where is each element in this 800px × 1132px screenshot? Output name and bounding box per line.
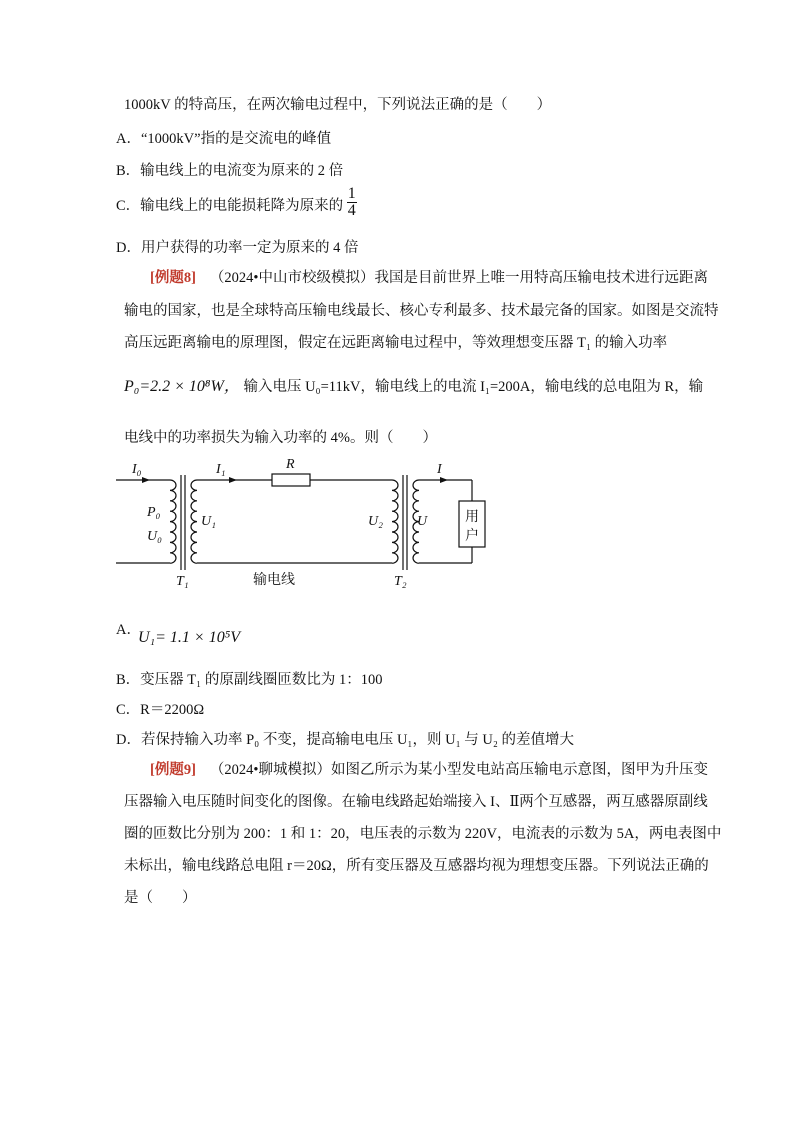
example-8-line-4 [124, 377, 703, 397]
fraction-one-quarter [347, 186, 357, 219]
q8-option-c-text: C．输电线上的电能损耗降为原来的 [116, 197, 344, 214]
label-i: I [437, 462, 442, 477]
example-9-line-1 [150, 760, 708, 780]
user-label-2: 户 [465, 529, 479, 544]
example-8-option-b: B．变压器 T₁ 的原副线圈匝数比为 1：100 [116, 672, 383, 688]
label-u: U [417, 514, 428, 529]
example-9-line-2: 压器输入电压随时间变化的图像。在输电线路起始端接入 I、Ⅱ两个互感器，两互感器原副线 [124, 794, 708, 810]
label-t2: T₂ [394, 574, 407, 589]
q8-option-a: A．“1000kV”指的是交流电的峰值 [116, 131, 332, 147]
example-9-line-3: 圈的匝数比分别为 200：1 和 1：20，电压表的示数为 220V，电流表的示数为 5A，两电表图中 [124, 826, 722, 842]
example-8-option-d: D．若保持输入功率 P₀ 不变，提高输电电压 U₁，则 U₁ 与 U₂ 的差值增大 [116, 732, 575, 748]
label-i0: I₀ [132, 462, 142, 477]
example-8-text-1: （2024•中山市校级模拟）我国是目前世界上唯一用特高压输电技术进行远距离 [209, 270, 708, 286]
q8-option-d: D．用户获得的功率一定为原来的 4 倍 [116, 240, 359, 256]
example-8-line-3: 高压远距离输电的原理图，假定在远距离输电过程中，等效理想变压器 T₁ 的输入功率 [124, 335, 668, 351]
user-label-1: 用 [465, 510, 479, 525]
label-transmission-line: 输电线 [253, 573, 295, 588]
fraction-denominator: 4 [347, 202, 356, 219]
q8-option-b: B．输电线上的电流变为原来的 2 倍 [116, 163, 344, 179]
example-8-tag: [例题8] [150, 270, 196, 286]
label-u1: U₁ [201, 514, 216, 529]
example-9-line-5: 是（ ） [124, 890, 197, 906]
example-8-line-1 [150, 268, 708, 288]
example-8-option-a-label: A． [116, 622, 141, 638]
q8-tail-stem: 1000kV 的特高压，在两次输电过程中，下列说法正确的是（ ） [124, 97, 552, 113]
label-i1: I₁ [216, 462, 226, 477]
fraction-numerator: 1 [347, 185, 356, 202]
example-8-line-5: 电线中的功率损失为输入功率的 4%。则（ ） [124, 430, 437, 446]
example-8-line-2: 输电的国家，也是全球特高压输电线最长、核心专利最多、技术最完备的国家。如图是交流特 [124, 303, 719, 319]
p0-formula: P₀=2.2 × 10⁸W， [124, 378, 240, 395]
label-r: R [286, 457, 295, 472]
example-9-tag: [例题9] [150, 762, 196, 778]
example-9-line-4: 未标出，输电线路总电阻 r＝20Ω，所有变压器及互感器均视为理想变压器。下列说法正确的 [124, 858, 709, 874]
example-8-option-a [138, 628, 240, 648]
label-u2: U₂ [368, 514, 383, 529]
example-9-text-1: （2024•聊城模拟）如图乙所示为某小型发电站高压输电示意图，图甲为升压变 [209, 762, 708, 778]
label-p0: P₀ [147, 505, 161, 520]
q8-option-c [116, 185, 357, 219]
example-8-option-c: C．R＝2200Ω [116, 702, 205, 718]
u1-formula: U₁= 1.1 × 10⁵V [138, 629, 241, 646]
transmission-circuit-diagram [0, 453, 800, 603]
example-8-text-4: 输入电压 U₀=11kV，输电线上的电流 I₁=200A，输电线的总电阻为 R，输 [243, 379, 704, 395]
label-u0: U₀ [147, 529, 162, 544]
label-t1: T₁ [176, 574, 189, 589]
